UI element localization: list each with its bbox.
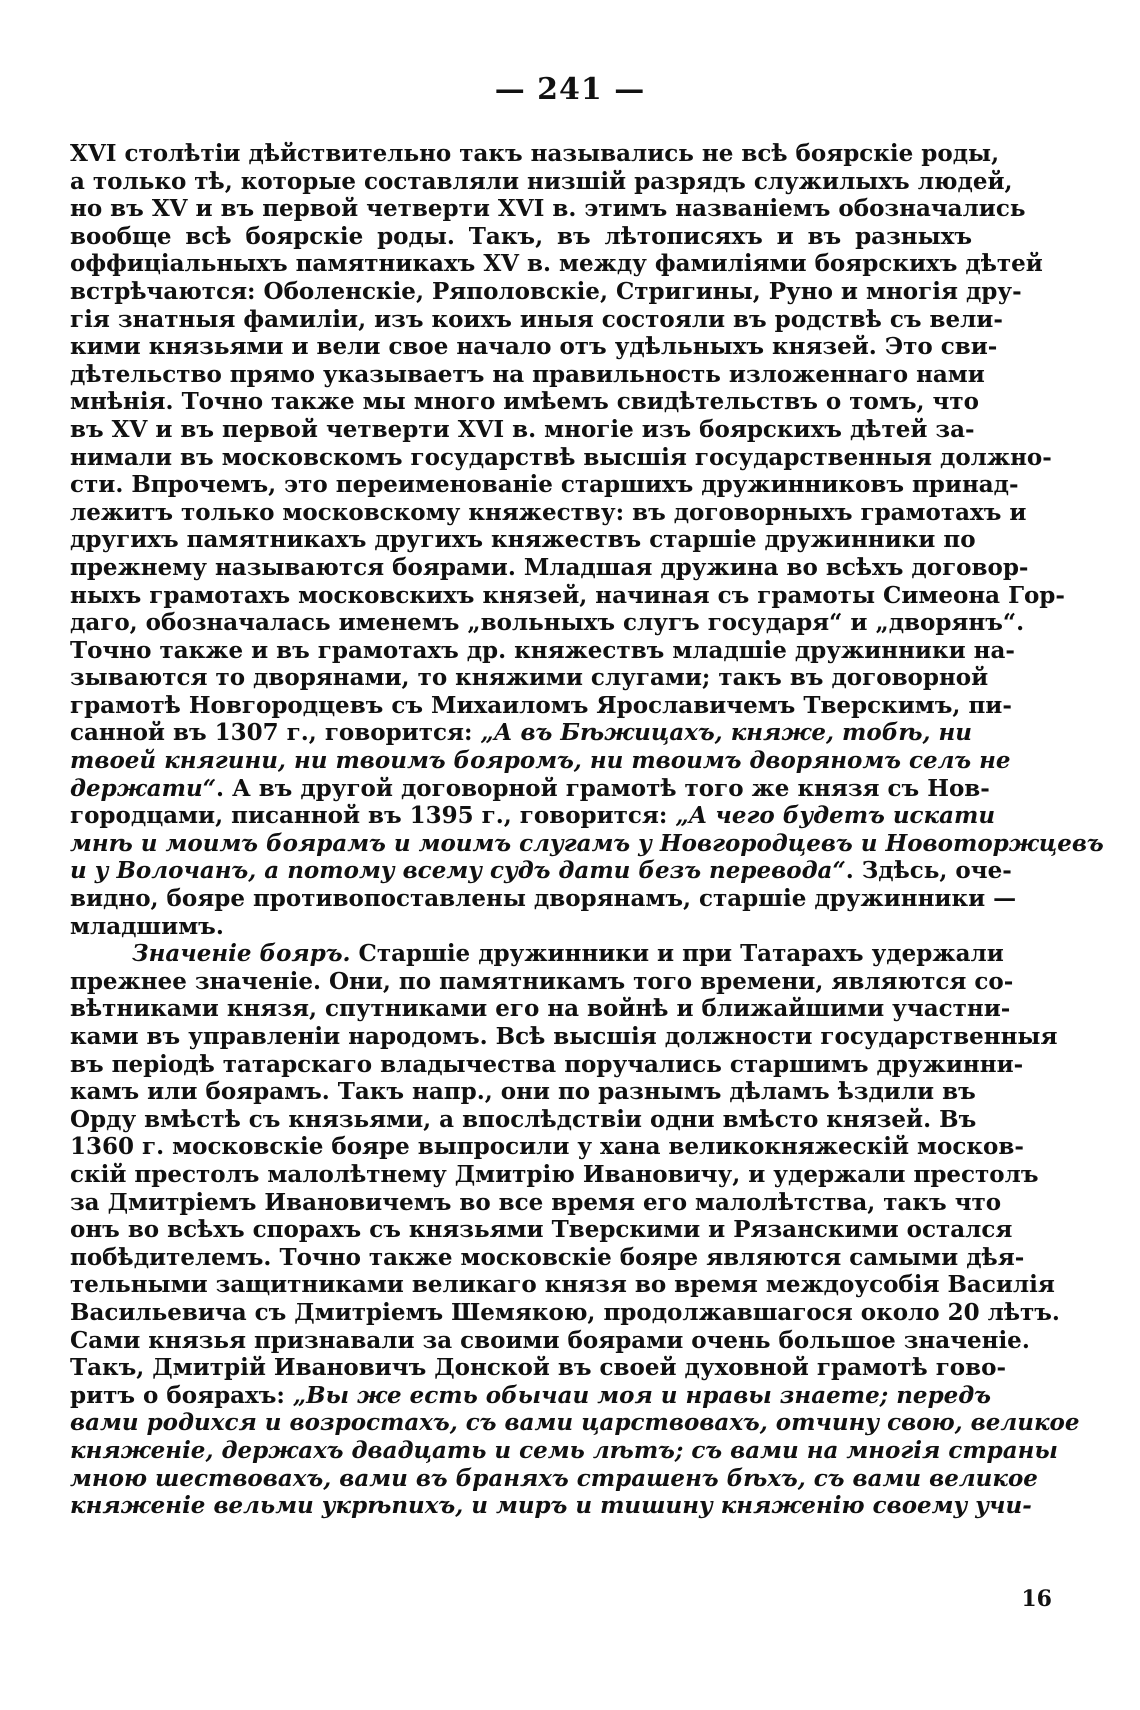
text-line [70, 1381, 991, 1410]
text-line [70, 1078, 976, 1106]
text-line [70, 1298, 1060, 1327]
text-line [70, 1326, 1030, 1355]
text-line [70, 913, 972, 941]
text-segment: камъ или боярамъ. Такъ напр., они по разнымъ дѣламъ ѣздили въ [70, 1078, 976, 1106]
text-segment: вѣтниками князя, спутниками его на войнѣ и ближайшими участни- [70, 995, 1011, 1023]
text-line [70, 1216, 1013, 1244]
text-line [70, 140, 1000, 168]
text-segment: видно, бояре противопоставлены дворянамъ, старшiе дружинники — [70, 885, 1017, 913]
text-segment: Васильевича съ Дмитрiемъ Шемякою, продолжавшагося около 20 лѣтъ. [70, 1298, 1060, 1326]
text-line [70, 333, 998, 361]
text-line [70, 277, 1022, 306]
text-line [70, 526, 976, 554]
text-line [70, 1105, 977, 1134]
text-segment: грамотѣ Новгородцевъ съ Михаиломъ Ярославичемъ Тверскимъ, пи- [70, 691, 1012, 719]
text-segment: онъ во всѣхъ спорахъ съ князьями Тверскими и Рязанскими остался [70, 1216, 1013, 1244]
text-line [70, 691, 1012, 720]
text-segment: Сами князья признавали за своими боярами очень большое значенiе. [70, 1326, 1030, 1354]
text-segment: но въ XV и въ первой четверти XVI в. этимъ названiемъ обозначались [70, 195, 1026, 223]
text-line [70, 388, 979, 416]
text-line [70, 664, 989, 692]
text-segment: зываются то дворянами, то княжими слугами; такъ въ договорной [70, 664, 989, 692]
text-line [70, 1160, 1039, 1189]
text-segment: побѣдителемъ. Точно также московскiе бояре являются самыми дѣя- [70, 1243, 1025, 1271]
text-segment: санной въ 1307 г., говорится: [70, 719, 481, 747]
text-segment: даго, обозначалась именемъ „вольныхъ слугъ государя“ и „дворянъ“. [70, 609, 1025, 637]
italic-segment: „А въ Бѣжицахъ, княже, тобѣ, ни [480, 719, 972, 747]
text-line [70, 415, 975, 444]
text-segment: кими князьями и вели свое начало отъ удѣльныхъ князей. Это сви- [70, 333, 998, 361]
text-segment: а только тѣ, которые составляли низшiй разрядъ служилыхъ людей, [70, 167, 1013, 195]
text-line [70, 305, 1003, 334]
text-segment: за Дмитрiемъ Ивановичемъ во все время его малолѣтства, такъ что [70, 1188, 1002, 1216]
text-segment: сти. Впрочемъ, это переименованiе старшихъ дружинниковъ принад- [70, 471, 1019, 499]
italic-segment: твоей княгини, ни твоимъ бояромъ, ни твоимъ дворяномъ селъ не [70, 747, 1011, 775]
italic-segment: держати“ [70, 774, 216, 802]
text-line [70, 857, 1012, 885]
text-segment: 1360 г. московскiе бояре выпросили у хана великокняжескiй москов- [70, 1133, 1024, 1161]
text-line [70, 1188, 1002, 1217]
text-segment: городцами, писанной въ 1395 г., говорится: [70, 802, 676, 830]
italic-segment: княженiе вельми укрѣпихъ, и миръ и тишину княженiю своему учи- [70, 1492, 1032, 1520]
text-line [70, 609, 1025, 637]
italic-segment: „А чего будетъ искати [675, 802, 996, 830]
italic-segment: мнѣ и моимъ боярамъ и моимъ слугамъ у Новгородцевъ и Новоторжцевъ [70, 829, 1104, 857]
text-line [70, 829, 1104, 858]
text-segment: Орду вмѣстѣ съ князьями, а впослѣдствiи одни вмѣсто князей. Въ [70, 1105, 977, 1133]
text-line [70, 1133, 1024, 1161]
italic-segment: Значенiе бояръ. [132, 940, 351, 968]
text-line [70, 719, 972, 747]
text-line [70, 250, 1043, 278]
text-segment: ками въ управленiи народомъ. Всѣ высшiя должности государственныя [70, 1023, 1058, 1050]
text-segment: скiй престолъ малолѣтнему Дмитрiю Ивановичу, и удержали престолъ [70, 1160, 1039, 1188]
text-line [70, 360, 985, 389]
text-segment: Старшiе дружинники и при Татарахъ удержали [350, 940, 1004, 968]
text-line [70, 885, 1017, 913]
text-segment: XVI столѣтiи дѣйствительно такъ назывались не всѣ боярскiе роды, [70, 140, 1000, 167]
text-segment: въ перiодѣ татарскаго владычества поручались старшимъ дружинни- [70, 1050, 1024, 1078]
text-segment: оффицiальныхъ памятникахъ XV в. между фамилiями боярскихъ дѣтей [70, 250, 1043, 278]
text-segment: тельными защитниками великаго князя во время междоусобiя Василiя [70, 1271, 1055, 1299]
text-line [70, 195, 1026, 223]
text-segment: вообще всѣ боярскiе роды. Такъ, въ лѣтописяхъ и въ разныхъ [70, 222, 972, 250]
text-segment: младшимъ. [70, 912, 224, 940]
text-line [70, 747, 1011, 775]
text-line [70, 774, 990, 803]
text-line [70, 443, 1052, 472]
text-line [70, 1023, 1058, 1051]
italic-segment: „Вы же есть обычаи моя и нравы знаете; передъ [292, 1381, 991, 1409]
text-segment: гiя знатныя фамилiи, изъ коихъ иныя состояли въ родствѣ съ вели- [70, 305, 1003, 333]
text-line [70, 1271, 1055, 1299]
text-segment: въ XV и въ первой четверти XVI в. многiе изъ боярскихъ дѣтей за- [70, 415, 975, 443]
text-line [70, 471, 1019, 499]
text-line [70, 1436, 1058, 1465]
text-line [70, 995, 1011, 1023]
text-segment: лежитъ только московскому княжеству: въ договорныхъ грамотахъ и [70, 498, 1027, 526]
text-line [70, 967, 1014, 996]
text-segment: ритъ о боярахъ: [70, 1381, 293, 1409]
text-segment: прежнему называются боярами. Младшая дружина во всѣхъ договор- [70, 553, 1029, 581]
text-line [70, 223, 972, 251]
text-segment: нимали въ московскомъ государствѣ высшiя государственныя должно- [70, 443, 1052, 471]
italic-segment: княженiе, держахъ двадцать и семь лѣтъ; съ вами на многiя страны [70, 1436, 1058, 1464]
italic-segment: и у Волочанъ, а потому всему судъ дати безъ перевода“ [70, 857, 846, 885]
text-segment: Точно также и въ грамотахъ др. княжествъ младшiе дружинники на- [70, 636, 1015, 664]
text-line [70, 1464, 1038, 1493]
text-line [70, 1492, 1032, 1520]
text-line [70, 553, 1029, 582]
text-segment: другихъ памятникахъ другихъ княжествъ старшiе дружинники по [70, 526, 976, 554]
text-line [70, 167, 1013, 196]
text-line [70, 498, 1027, 527]
text-segment: прежнее значенiе. Они, по памятникамъ того времени, являются со- [70, 967, 1014, 995]
text-line [70, 1354, 1006, 1382]
page-number: — 241 — [494, 72, 646, 107]
text-segment: ныхъ грамотахъ московскихъ князей, начиная съ грамоты Симеона Гор- [70, 581, 1065, 609]
signature-mark: 16 [1021, 1586, 1052, 1612]
italic-segment: мною шествовахъ, вами въ браняхъ страшенъ бѣхъ, съ вами великое [70, 1464, 1038, 1492]
text-segment: мнѣнiя. Точно также мы много имѣемъ свидѣтельствъ о томъ, что [70, 388, 979, 416]
text-line [70, 1050, 1024, 1079]
italic-segment: вами родихся и возростахъ, съ вами царствовахъ, отчину свою, великое [70, 1409, 1080, 1437]
text-segment: . Здѣсь, оче- [845, 857, 1012, 885]
text-segment: встрѣчаются: Оболенскiе, Ряполовскiе, Стригины, Руно и многiя дру- [70, 277, 1022, 305]
text-line [70, 1409, 1080, 1437]
text-segment: Такъ, Дмитрiй Ивановичъ Донской въ своей духовной грамотѣ гово- [70, 1354, 1006, 1382]
text-line [70, 1243, 1025, 1272]
text-segment: . А въ другой договорной грамотѣ того же князя съ Нов- [215, 774, 990, 802]
text-line [70, 581, 1065, 610]
body-text [70, 140, 1104, 1520]
text-line [70, 636, 1015, 665]
text-segment: дѣтельство прямо указываетъ на правильность изложеннаго нами [70, 360, 985, 388]
text-line [70, 940, 1004, 968]
text-line [70, 802, 996, 830]
